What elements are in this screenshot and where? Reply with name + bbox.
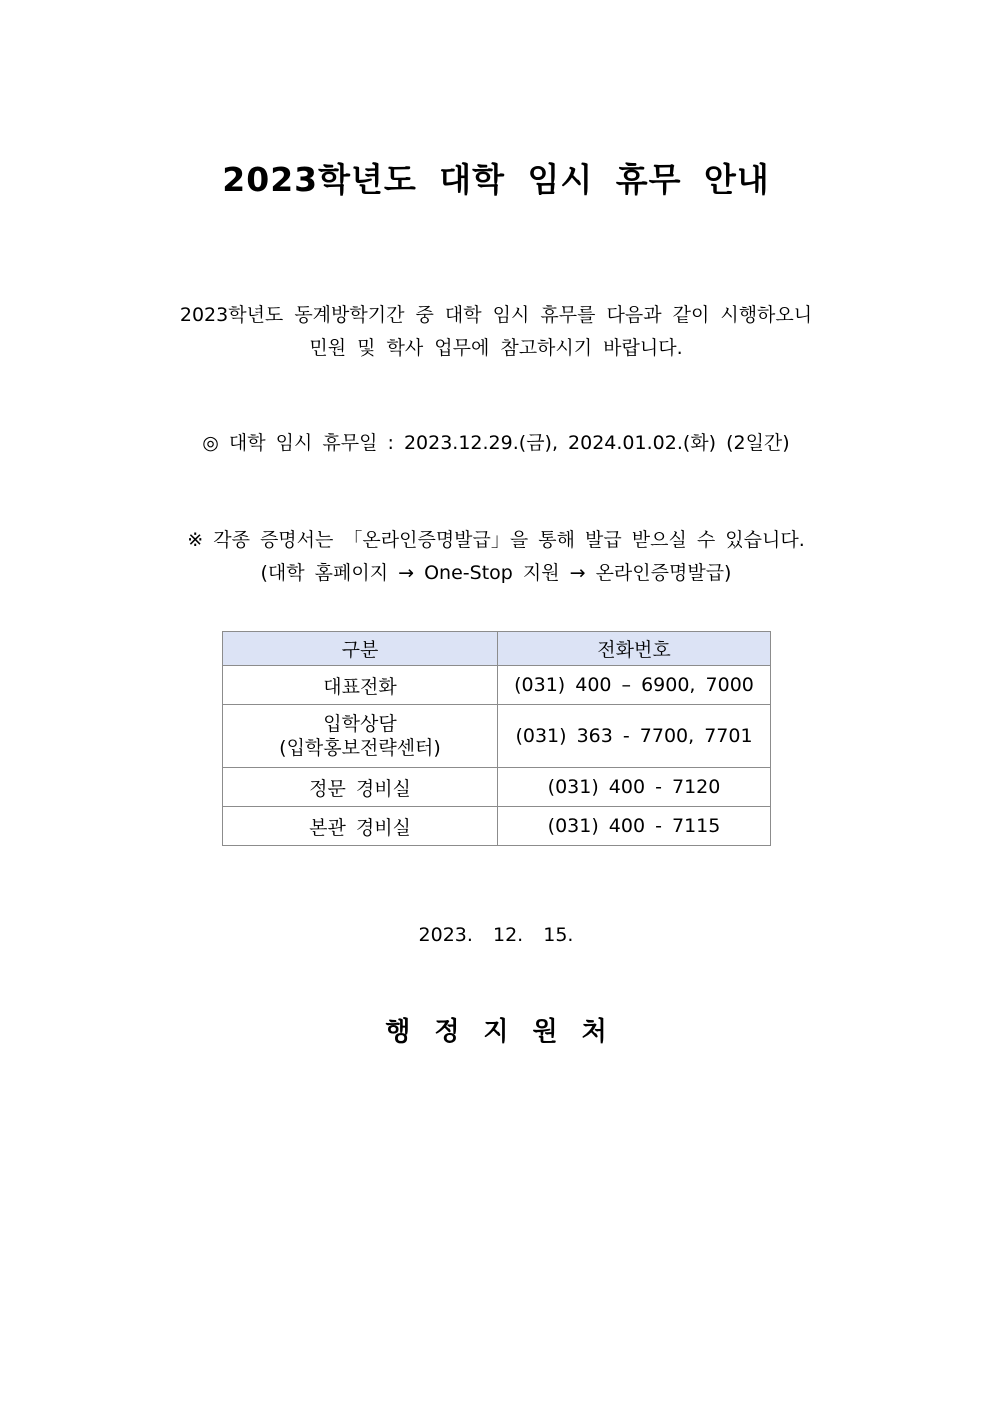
row-label: 대표전화: [223, 666, 498, 705]
issue-date: 2023. 12. 15.: [418, 924, 574, 946]
header-phone: 전화번호: [498, 632, 771, 666]
issuer-name: 행정지원처: [385, 1017, 631, 1047]
table-row: [223, 807, 771, 846]
document-title: 2023학년도 대학 임시 휴무 안내: [222, 160, 770, 199]
row-label: [223, 705, 498, 768]
table-row: [223, 666, 771, 705]
row-label: 정문 경비실: [223, 768, 498, 807]
certificate-notice: [0, 524, 992, 590]
header-category: 구분: [223, 632, 498, 666]
table-header-row: [223, 632, 771, 666]
notice-line-1: ※ 각종 증명서는 「온라인증명발급」을 통해 발급 받으실 수 있습니다.: [187, 529, 805, 551]
phone-table: [222, 631, 771, 846]
intro-line-2: 민원 및 학사 업무에 참고하시기 바랍니다.: [309, 337, 683, 359]
table-row: [223, 705, 771, 768]
holiday-dates: ◎ 대학 임시 휴무일 : 2023.12.29.(금), 2024.01.02.(화) (2일간): [202, 432, 790, 454]
row-phone: (031) 400 - 7120: [498, 768, 771, 807]
row-label-main: 입학상담: [323, 713, 397, 735]
row-label-sub: (입학홍보전략센터): [279, 737, 441, 759]
notice-line-2: (대학 홈페이지 → One-Stop 지원 → 온라인증명발급): [260, 562, 732, 584]
intro-paragraph: [0, 299, 992, 365]
row-label: 본관 경비실: [223, 807, 498, 846]
intro-line-1: 2023학년도 동계방학기간 중 대학 임시 휴무를 다음과 같이 시행하오니: [179, 304, 813, 326]
row-phone: (031) 400 – 6900, 7000: [498, 666, 771, 705]
row-phone: (031) 363 - 7700, 7701: [498, 705, 771, 768]
table-row: [223, 768, 771, 807]
row-phone: (031) 400 - 7115: [498, 807, 771, 846]
